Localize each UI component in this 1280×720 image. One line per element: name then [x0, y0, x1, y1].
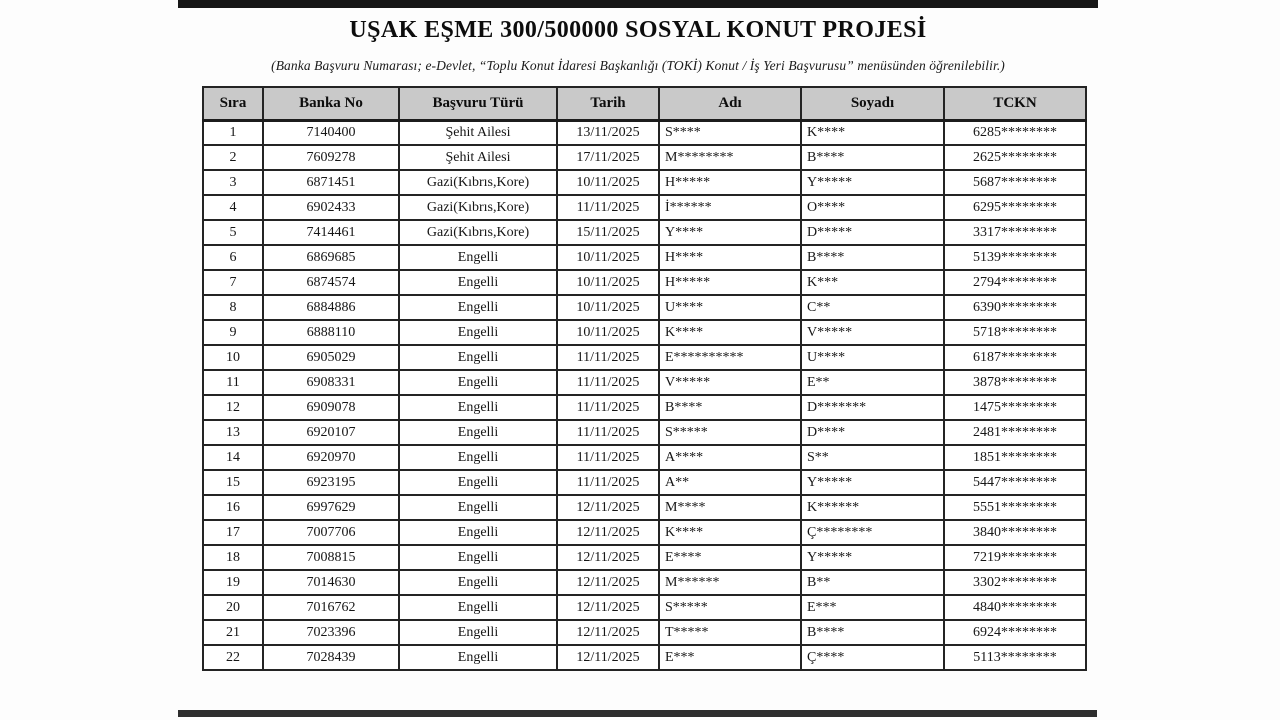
- column-header: Tarih: [557, 87, 659, 120]
- table-cell: M********: [659, 145, 801, 170]
- table-cell: Engelli: [399, 595, 557, 620]
- table-cell: Y*****: [801, 470, 944, 495]
- table-cell: 12/11/2025: [557, 620, 659, 645]
- table-cell: D*****: [801, 220, 944, 245]
- table-cell: V*****: [659, 370, 801, 395]
- table-cell: 11/11/2025: [557, 195, 659, 220]
- table-cell: 6924********: [944, 620, 1086, 645]
- table-cell: Engelli: [399, 395, 557, 420]
- table-cell: 9: [203, 320, 263, 345]
- column-header: TCKN: [944, 87, 1086, 120]
- table-cell: 7: [203, 270, 263, 295]
- table-row: [203, 120, 1086, 145]
- table-cell: 12: [203, 395, 263, 420]
- table-row: [203, 270, 1086, 295]
- table-cell: V*****: [801, 320, 944, 345]
- table-cell: 6909078: [263, 395, 399, 420]
- table-cell: T*****: [659, 620, 801, 645]
- table-cell: 13: [203, 420, 263, 445]
- table-cell: 11/11/2025: [557, 420, 659, 445]
- table-cell: 6920970: [263, 445, 399, 470]
- table-cell: O****: [801, 195, 944, 220]
- table-cell: D****: [801, 420, 944, 445]
- column-header: Başvuru Türü: [399, 87, 557, 120]
- table-cell: Engelli: [399, 620, 557, 645]
- table-cell: 6871451: [263, 170, 399, 195]
- column-header: Soyadı: [801, 87, 944, 120]
- table-cell: 10/11/2025: [557, 270, 659, 295]
- table-cell: 3840********: [944, 520, 1086, 545]
- table-cell: U****: [659, 295, 801, 320]
- table-cell: 3: [203, 170, 263, 195]
- table-cell: 6920107: [263, 420, 399, 445]
- table-cell: 12/11/2025: [557, 595, 659, 620]
- table-cell: Engelli: [399, 545, 557, 570]
- table-cell: 19: [203, 570, 263, 595]
- table-cell: 8: [203, 295, 263, 320]
- table-cell: H****: [659, 245, 801, 270]
- table-cell: Y****: [659, 220, 801, 245]
- table-cell: U****: [801, 345, 944, 370]
- table-row: [203, 445, 1086, 470]
- page-top-border: [178, 0, 1098, 8]
- table-cell: 14: [203, 445, 263, 470]
- table-cell: 11/11/2025: [557, 445, 659, 470]
- table-cell: 10: [203, 345, 263, 370]
- table-cell: Ç****: [801, 645, 944, 670]
- table-row: [203, 220, 1086, 245]
- table-cell: 11/11/2025: [557, 345, 659, 370]
- table-row: [203, 595, 1086, 620]
- table-cell: B****: [801, 620, 944, 645]
- table-row: [203, 195, 1086, 220]
- table-cell: B**: [801, 570, 944, 595]
- column-header: Sıra: [203, 87, 263, 120]
- column-header: Adı: [659, 87, 801, 120]
- table-cell: H*****: [659, 270, 801, 295]
- table-cell: S****: [659, 120, 801, 145]
- table-row: [203, 245, 1086, 270]
- table-row: [203, 170, 1086, 195]
- table-cell: 12/11/2025: [557, 645, 659, 670]
- table-cell: Gazi(Kıbrıs,Kore): [399, 195, 557, 220]
- table-cell: H*****: [659, 170, 801, 195]
- table-cell: B****: [801, 245, 944, 270]
- table-cell: 7028439: [263, 645, 399, 670]
- table-cell: 10/11/2025: [557, 320, 659, 345]
- table-cell: 1851********: [944, 445, 1086, 470]
- table-cell: A****: [659, 445, 801, 470]
- table-cell: Engelli: [399, 245, 557, 270]
- table-cell: 5551********: [944, 495, 1086, 520]
- table-cell: 7008815: [263, 545, 399, 570]
- table-cell: 6923195: [263, 470, 399, 495]
- table-cell: 4840********: [944, 595, 1086, 620]
- page-title: UŞAK EŞME 300/500000 SOSYAL KONUT PROJESİ: [349, 17, 927, 43]
- table-cell: 15: [203, 470, 263, 495]
- table-cell: 7023396: [263, 620, 399, 645]
- table-cell: 5139********: [944, 245, 1086, 270]
- table-cell: 12/11/2025: [557, 570, 659, 595]
- table-cell: Şehit Ailesi: [399, 120, 557, 145]
- table-cell: E****: [659, 545, 801, 570]
- table-cell: 12/11/2025: [557, 545, 659, 570]
- table-cell: Ç********: [801, 520, 944, 545]
- table-cell: E**********: [659, 345, 801, 370]
- table-cell: 11/11/2025: [557, 470, 659, 495]
- table-row: [203, 645, 1086, 670]
- table-cell: 7016762: [263, 595, 399, 620]
- table-cell: E***: [659, 645, 801, 670]
- table-cell: 3302********: [944, 570, 1086, 595]
- table-row: [203, 295, 1086, 320]
- table-row: [203, 395, 1086, 420]
- table-cell: 5: [203, 220, 263, 245]
- table-cell: 11/11/2025: [557, 395, 659, 420]
- table-cell: 1475********: [944, 395, 1086, 420]
- table-cell: 6884886: [263, 295, 399, 320]
- table-cell: 6905029: [263, 345, 399, 370]
- table-cell: S*****: [659, 420, 801, 445]
- table-cell: K****: [659, 320, 801, 345]
- table-cell: K******: [801, 495, 944, 520]
- table-cell: Engelli: [399, 470, 557, 495]
- table-cell: 2: [203, 145, 263, 170]
- column-header: Banka No: [263, 87, 399, 120]
- table-cell: 20: [203, 595, 263, 620]
- table-cell: 3878********: [944, 370, 1086, 395]
- table-cell: Engelli: [399, 370, 557, 395]
- table-cell: 16: [203, 495, 263, 520]
- table-row: [203, 320, 1086, 345]
- table-cell: Engelli: [399, 645, 557, 670]
- table-cell: Engelli: [399, 345, 557, 370]
- table-cell: 6888110: [263, 320, 399, 345]
- table-cell: 5447********: [944, 470, 1086, 495]
- table-cell: 6187********: [944, 345, 1086, 370]
- table-cell: Engelli: [399, 295, 557, 320]
- table-cell: Engelli: [399, 570, 557, 595]
- table-cell: 6869685: [263, 245, 399, 270]
- table-cell: 3317********: [944, 220, 1086, 245]
- table-cell: Gazi(Kıbrıs,Kore): [399, 220, 557, 245]
- table-cell: 21: [203, 620, 263, 645]
- table-cell: 7140400: [263, 120, 399, 145]
- table-row: [203, 620, 1086, 645]
- table-cell: S**: [801, 445, 944, 470]
- table-cell: 18: [203, 545, 263, 570]
- table-cell: 17/11/2025: [557, 145, 659, 170]
- table-cell: Y*****: [801, 545, 944, 570]
- table-cell: Engelli: [399, 520, 557, 545]
- table-cell: 12/11/2025: [557, 520, 659, 545]
- table-cell: M******: [659, 570, 801, 595]
- table-row: [203, 470, 1086, 495]
- table-cell: E**: [801, 370, 944, 395]
- table-cell: 6285********: [944, 120, 1086, 145]
- table-cell: E***: [801, 595, 944, 620]
- table-cell: A**: [659, 470, 801, 495]
- table-cell: 17: [203, 520, 263, 545]
- table-cell: 2625********: [944, 145, 1086, 170]
- table-row: [203, 570, 1086, 595]
- table-cell: Y*****: [801, 170, 944, 195]
- table-cell: 6902433: [263, 195, 399, 220]
- table-cell: 6390********: [944, 295, 1086, 320]
- table-cell: 4: [203, 195, 263, 220]
- page-subtitle: (Banka Başvuru Numarası; e-Devlet, “Toplu Konut İdaresi Başkanlığı (TOKİ) Konut / İş Yeri Başvurusu” menüsünden öğrenilebilir.): [271, 58, 1005, 73]
- table-cell: M****: [659, 495, 801, 520]
- table-cell: 11: [203, 370, 263, 395]
- table-row: [203, 420, 1086, 445]
- table-cell: C**: [801, 295, 944, 320]
- table-row: [203, 495, 1086, 520]
- applicants-table: [202, 86, 1087, 671]
- table-cell: Engelli: [399, 420, 557, 445]
- table-cell: B****: [801, 145, 944, 170]
- table-header-row: [203, 87, 1086, 120]
- table-cell: Engelli: [399, 320, 557, 345]
- table-cell: 10/11/2025: [557, 170, 659, 195]
- table-cell: 5687********: [944, 170, 1086, 195]
- table-cell: 2481********: [944, 420, 1086, 445]
- table-cell: Engelli: [399, 495, 557, 520]
- table-cell: 7414461: [263, 220, 399, 245]
- table-cell: 6874574: [263, 270, 399, 295]
- table-cell: 7219********: [944, 545, 1086, 570]
- table-cell: S*****: [659, 595, 801, 620]
- table-cell: K****: [659, 520, 801, 545]
- table-cell: K***: [801, 270, 944, 295]
- table-cell: 6295********: [944, 195, 1086, 220]
- table-cell: 13/11/2025: [557, 120, 659, 145]
- table-cell: 10/11/2025: [557, 245, 659, 270]
- table-cell: Engelli: [399, 445, 557, 470]
- table-cell: 15/11/2025: [557, 220, 659, 245]
- table-cell: 5718********: [944, 320, 1086, 345]
- table-row: [203, 345, 1086, 370]
- table-cell: 6908331: [263, 370, 399, 395]
- page-bottom-border: [178, 710, 1097, 717]
- table-cell: 6997629: [263, 495, 399, 520]
- table-cell: B****: [659, 395, 801, 420]
- table-row: [203, 520, 1086, 545]
- table-cell: 7609278: [263, 145, 399, 170]
- table-cell: 1: [203, 120, 263, 145]
- table-cell: 22: [203, 645, 263, 670]
- table-cell: Şehit Ailesi: [399, 145, 557, 170]
- table-cell: İ******: [659, 195, 801, 220]
- table-cell: Engelli: [399, 270, 557, 295]
- table-cell: 2794********: [944, 270, 1086, 295]
- table-cell: 11/11/2025: [557, 370, 659, 395]
- table-cell: 10/11/2025: [557, 295, 659, 320]
- table-row: [203, 545, 1086, 570]
- table-cell: 7014630: [263, 570, 399, 595]
- table-cell: 7007706: [263, 520, 399, 545]
- table-row: [203, 145, 1086, 170]
- table-cell: D*******: [801, 395, 944, 420]
- table-cell: 12/11/2025: [557, 495, 659, 520]
- table-cell: 5113********: [944, 645, 1086, 670]
- document-header: [178, 8, 1098, 74]
- table-cell: Gazi(Kıbrıs,Kore): [399, 170, 557, 195]
- table-row: [203, 370, 1086, 395]
- table-cell: K****: [801, 120, 944, 145]
- table-cell: 6: [203, 245, 263, 270]
